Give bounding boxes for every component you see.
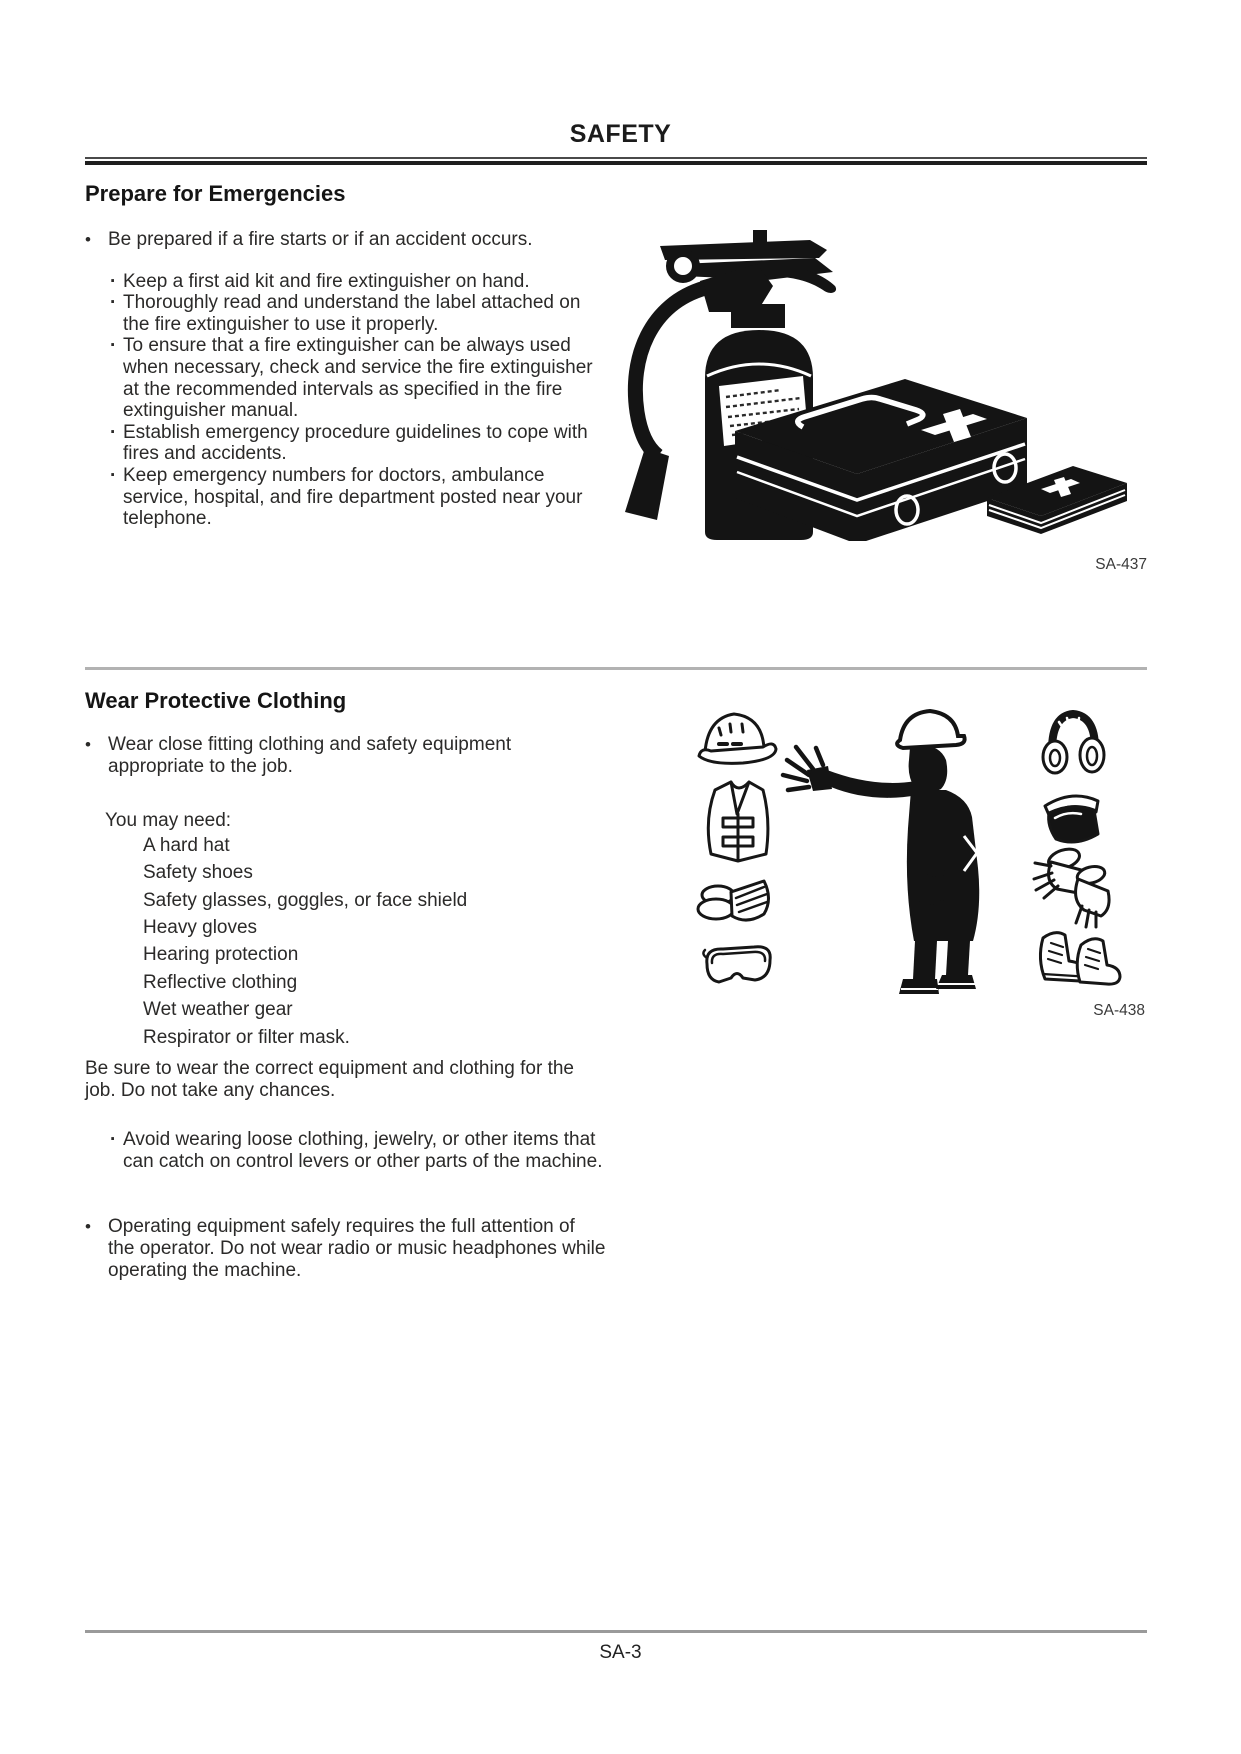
safety-vest-icon [708,782,768,861]
list-item: Safety glasses, goggles, or face shield [143,889,468,911]
sub-bullet-text [123,335,593,421]
list-item: A hard hat [143,834,230,856]
bullet-item [85,734,637,777]
bullet-text [108,229,533,251]
sub-bullet-item [110,422,637,465]
list-item: Heavy gloves [143,917,258,938]
header-rule-thin [85,157,1147,159]
sub-bullet-marker: · [110,292,117,314]
bullet-marker: • [85,735,91,754]
figure-caption: SA-437 [1095,556,1147,573]
sub-bullet-item [110,465,637,530]
header-rule-thick [85,161,1147,165]
text-line: Establish emergency procedure guidelines to cope with [123,421,588,443]
list-item: Safety shoes [143,862,253,884]
worker-hard-hat [897,711,965,748]
section-title-wear-protective-clothing: Wear Protective Clothing [85,688,347,713]
sub-bullet-item [110,1129,637,1172]
bullet-marker: • [85,230,91,249]
section-title-prepare-for-emergencies: Prepare for Emergencies [85,181,346,206]
hard-hat-icon [699,714,776,763]
text-line: Thoroughly read and understand the label attached on [123,292,581,314]
paragraph [85,1058,637,1101]
figure-caption: SA-438 [1093,1002,1145,1019]
sub-bullet-text [123,1129,602,1172]
figure-emergency-equipment [605,226,1147,541]
section-body [85,734,637,1281]
bullet-text [108,734,511,777]
text-line: fires and accidents. [123,443,287,465]
sub-bullet-marker: · [110,464,117,486]
text-line: can catch on control levers or other parts of the machine. [123,1150,603,1172]
sub-bullet-text [123,292,580,335]
text-line: telephone. [123,508,212,530]
sub-bullet-text [123,465,582,530]
section-body [85,229,637,530]
text-line: Keep emergency numbers for doctors, ambulance [123,464,545,486]
sub-bullet-item [110,292,637,335]
emergency-equipment-illustration [605,226,1147,541]
gloves-icon [1034,845,1109,927]
earmuffs-icon [1043,714,1104,773]
text-line: at the recommended intervals as specified in the fire [123,378,563,400]
text-line: appropriate to the job. [108,755,293,777]
sub-bullet-text [123,271,530,293]
text-line: the operator. Do not wear radio or music headphones while [108,1238,606,1259]
sub-bullet-item [110,335,637,421]
sub-bullet-marker: · [110,421,117,443]
need-intro: You may need: [105,810,232,832]
text-line: Wear close fitting clothing and safety equipment [108,734,512,755]
page-number: SA-3 [599,1642,642,1663]
text-line: extinguisher manual. [123,400,299,422]
text-line: To ensure that a fire extinguisher can be always used [123,335,571,357]
text-line: Operating equipment safely requires the full attention of [108,1216,575,1238]
goggles-icon [703,947,770,982]
text-line: service, hospital, and fire department posted near your [123,486,583,508]
respirator-icon [698,881,769,920]
sub-bullet-item [110,271,637,293]
figure-protective-clothing [615,648,1125,1008]
protective-clothing-illustration [615,648,1125,1008]
need-list [143,832,637,1051]
bullet-text [108,1216,605,1281]
text-line: when necessary, check and service the fire extinguisher [123,356,593,378]
sub-bullet-text [123,422,588,465]
sub-bullet-marker: · [110,335,117,357]
text-line: operating the machine. [108,1259,302,1281]
text-line: Be sure to wear the correct equipment and clothing for the [85,1058,574,1080]
boots-icon [1040,933,1120,985]
list-item: Respirator or filter mask. [143,1026,350,1048]
text-line: Avoid wearing loose clothing, jewelry, or other items that [123,1129,596,1151]
sub-bullet-list [85,271,637,530]
text-line: job. Do not take any chances. [85,1079,336,1101]
list-item: Hearing protection [143,944,299,966]
bullet-item [85,229,637,251]
text-line: the fire extinguisher to use it properly. [123,313,439,335]
text-line: Be prepared if a fire starts or if an accident occurs. [108,229,533,250]
worker-figure [783,711,979,994]
footer-rule [85,1630,1147,1633]
sub-bullet-marker: · [110,1129,117,1151]
list-item: Wet weather gear [143,999,293,1021]
page-title: SAFETY [569,120,672,148]
list-item: Reflective clothing [143,971,298,993]
sub-bullet-marker: · [110,270,117,292]
face-shield-icon [1045,796,1098,842]
bullet-item [85,1216,637,1281]
text-line: Keep a first aid kit and fire extinguisher on hand. [123,270,530,292]
bullet-marker: • [85,1217,91,1237]
